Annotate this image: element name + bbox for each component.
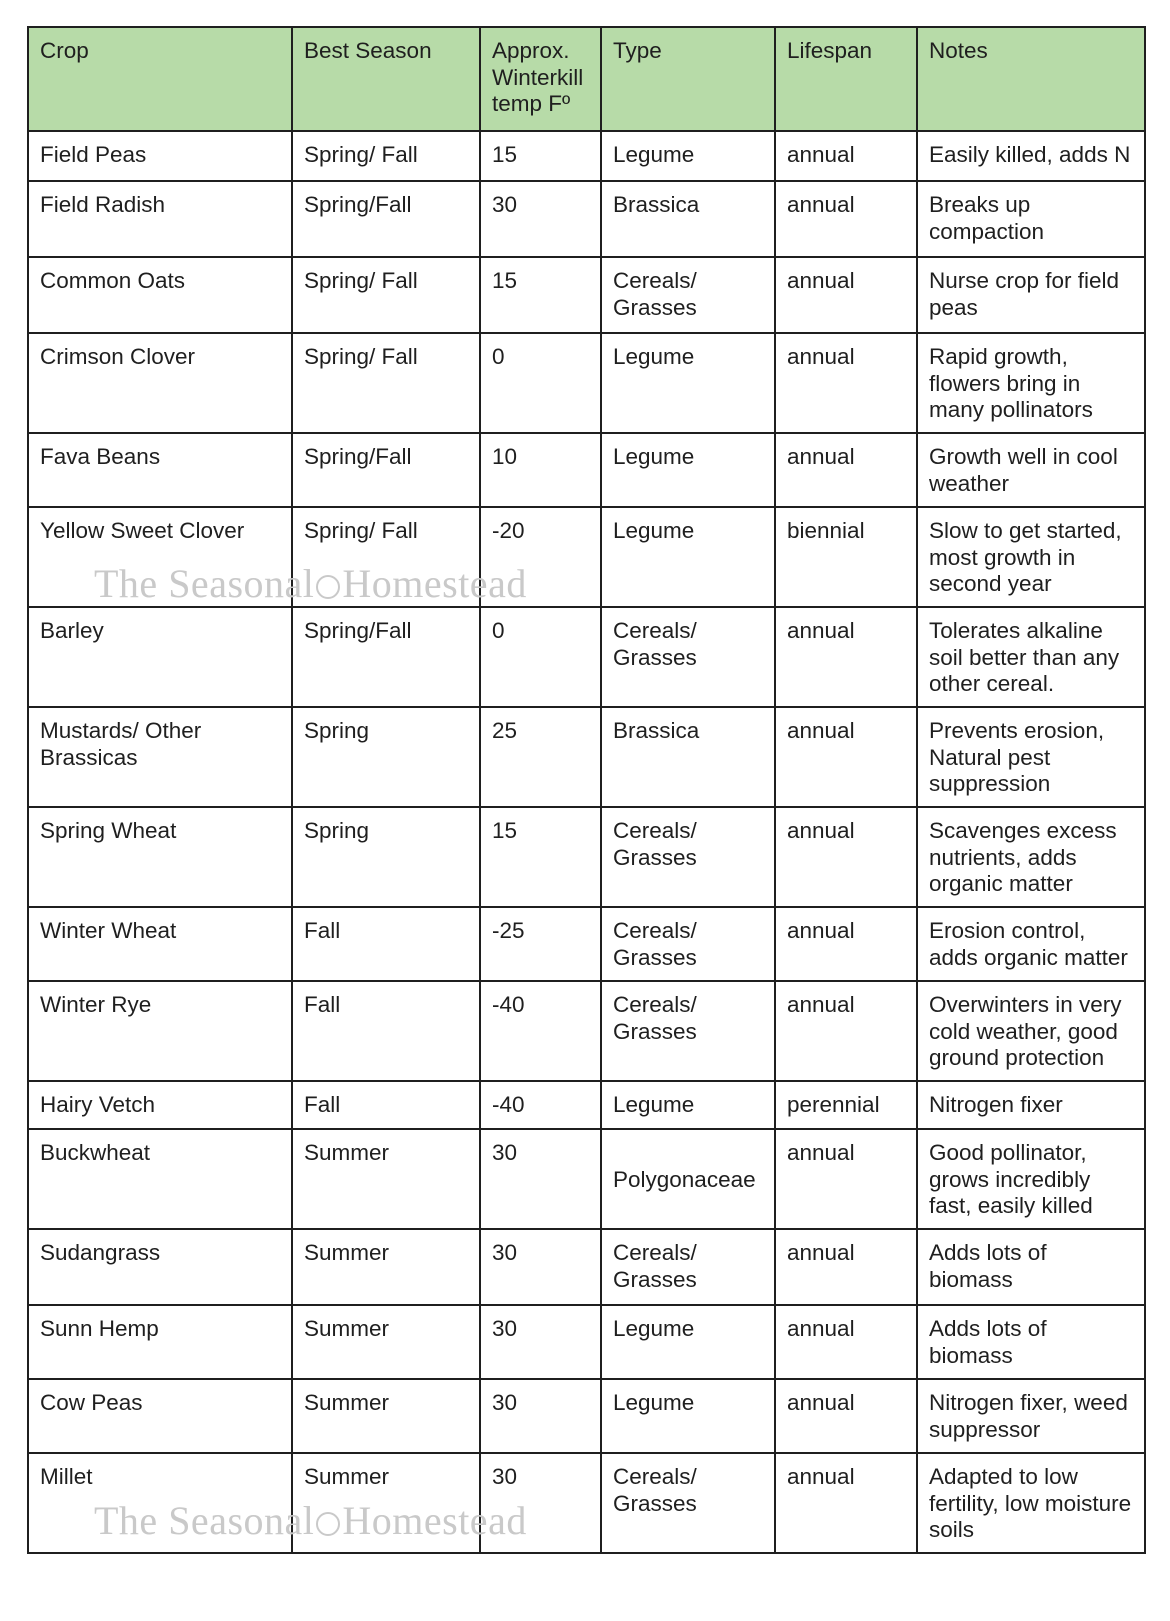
cell-lifespan: annual	[775, 181, 917, 257]
cell-notes: Rapid growth, flowers bring in many pollinators	[917, 333, 1145, 433]
cell-crop: Barley	[28, 607, 292, 707]
table-row	[28, 1305, 1145, 1379]
cell-winterkill-temp: -25	[480, 907, 601, 981]
cell-type: Legume	[601, 131, 775, 181]
cell-crop: Buckwheat	[28, 1129, 292, 1229]
watermark-text-part1: The Seasonal	[94, 1498, 315, 1543]
cell-lifespan: annual	[775, 807, 917, 907]
header-notes: Notes	[917, 27, 1145, 131]
cell-best-season: Spring	[292, 807, 480, 907]
cell-lifespan: annual	[775, 1379, 917, 1453]
table-row	[28, 257, 1145, 333]
cell-type: Cereals/ Grasses	[601, 807, 775, 907]
cell-notes: Erosion control, adds organic matter	[917, 907, 1145, 981]
watermark-text-part2: Homestead	[342, 1498, 527, 1543]
watermark-text-part1: The Seasonal	[94, 561, 315, 606]
cover-crop-table	[27, 26, 1146, 1554]
cell-notes: Growth well in cool weather	[917, 433, 1145, 507]
cell-lifespan: annual	[775, 1229, 917, 1305]
cell-notes: Adds lots of biomass	[917, 1229, 1145, 1305]
cell-notes: Adds lots of biomass	[917, 1305, 1145, 1379]
leaf-logo-icon	[316, 1512, 340, 1536]
cell-type: Cereals/ Grasses	[601, 257, 775, 333]
cell-best-season: Spring/ Fall	[292, 333, 480, 433]
cell-crop: Field Peas	[28, 131, 292, 181]
cell-lifespan: annual	[775, 257, 917, 333]
cell-winterkill-temp: 10	[480, 433, 601, 507]
cell-crop: Field Radish	[28, 181, 292, 257]
header-row	[28, 27, 1145, 131]
cell-lifespan: annual	[775, 131, 917, 181]
cell-type: Polygonaceae	[601, 1129, 775, 1229]
cell-type: Legume	[601, 1379, 775, 1453]
cell-best-season: Summer	[292, 1379, 480, 1453]
leaf-logo-icon	[316, 575, 340, 599]
cell-notes: Easily killed, adds N	[917, 131, 1145, 181]
table-row	[28, 707, 1145, 807]
cell-best-season: Spring/ Fall	[292, 507, 480, 607]
cell-best-season: Spring/ Fall	[292, 131, 480, 181]
cell-best-season: Spring/Fall	[292, 433, 480, 507]
cell-lifespan: annual	[775, 707, 917, 807]
cell-crop: Spring Wheat	[28, 807, 292, 907]
cell-notes: Slow to get started, most growth in second year	[917, 507, 1145, 607]
cell-best-season: Summer	[292, 1453, 480, 1553]
cell-winterkill-temp: 15	[480, 131, 601, 181]
cell-winterkill-temp: -40	[480, 1081, 601, 1129]
cell-best-season: Summer	[292, 1229, 480, 1305]
table-body	[28, 131, 1145, 1553]
cell-notes: Adapted to low fertility, low moisture soils	[917, 1453, 1145, 1553]
header-winterkill-temp: Approx. Winterkill temp Fº	[480, 27, 601, 131]
table-row	[28, 607, 1145, 707]
header-lifespan: Lifespan	[775, 27, 917, 131]
cell-crop: Sunn Hemp	[28, 1305, 292, 1379]
table-row	[28, 807, 1145, 907]
cell-crop: Millet	[28, 1453, 292, 1553]
header-best-season: Best Season	[292, 27, 480, 131]
cell-lifespan: annual	[775, 433, 917, 507]
cell-crop: Fava Beans	[28, 433, 292, 507]
cell-best-season: Spring/Fall	[292, 181, 480, 257]
cell-type: Brassica	[601, 707, 775, 807]
header-type: Type	[601, 27, 775, 131]
cell-winterkill-temp: 30	[480, 1379, 601, 1453]
cell-best-season: Summer	[292, 1129, 480, 1229]
watermark-text-part2: Homestead	[342, 561, 527, 606]
cell-notes: Nurse crop for field peas	[917, 257, 1145, 333]
cell-notes: Prevents erosion, Natural pest suppression	[917, 707, 1145, 807]
cell-crop: Mustards/ Other Brassicas	[28, 707, 292, 807]
cell-best-season: Spring/ Fall	[292, 257, 480, 333]
cell-crop: Winter Rye	[28, 981, 292, 1081]
cell-lifespan: annual	[775, 607, 917, 707]
cell-winterkill-temp: 30	[480, 1305, 601, 1379]
cell-lifespan: annual	[775, 1129, 917, 1229]
watermark	[94, 560, 527, 607]
cell-type: Legume	[601, 333, 775, 433]
cell-winterkill-temp: 30	[480, 1129, 601, 1229]
table-row	[28, 181, 1145, 257]
cell-crop: Hairy Vetch	[28, 1081, 292, 1129]
cell-crop: Winter Wheat	[28, 907, 292, 981]
table-row	[28, 1229, 1145, 1305]
cell-notes: Scavenges excess nutrients, adds organic matter	[917, 807, 1145, 907]
cell-winterkill-temp: 15	[480, 807, 601, 907]
cell-type: Legume	[601, 507, 775, 607]
cell-type: Legume	[601, 1305, 775, 1379]
cell-winterkill-temp: 30	[480, 1453, 601, 1553]
cell-winterkill-temp: -40	[480, 981, 601, 1081]
cell-best-season: Spring/Fall	[292, 607, 480, 707]
table-row	[28, 981, 1145, 1081]
cell-type: Cereals/ Grasses	[601, 607, 775, 707]
cell-lifespan: annual	[775, 333, 917, 433]
cell-winterkill-temp: 30	[480, 1229, 601, 1305]
table-row	[28, 433, 1145, 507]
cell-lifespan: annual	[775, 907, 917, 981]
cell-type: Legume	[601, 433, 775, 507]
table-row	[28, 333, 1145, 433]
cell-lifespan: annual	[775, 1453, 917, 1553]
cell-type: Cereals/ Grasses	[601, 907, 775, 981]
cell-winterkill-temp: 15	[480, 257, 601, 333]
cell-notes: Tolerates alkaline soil better than any other cereal.	[917, 607, 1145, 707]
cell-winterkill-temp: 0	[480, 607, 601, 707]
watermark	[94, 1497, 527, 1544]
cell-best-season: Fall	[292, 907, 480, 981]
cell-notes: Breaks up compaction	[917, 181, 1145, 257]
cell-type: Cereals/ Grasses	[601, 981, 775, 1081]
cell-crop: Sudangrass	[28, 1229, 292, 1305]
table-row	[28, 907, 1145, 981]
cell-type: Brassica	[601, 181, 775, 257]
cell-best-season: Spring	[292, 707, 480, 807]
cell-best-season: Fall	[292, 1081, 480, 1129]
table-row	[28, 1379, 1145, 1453]
cell-lifespan: annual	[775, 1305, 917, 1379]
cell-type: Legume	[601, 1081, 775, 1129]
cell-notes: Good pollinator, grows incredibly fast, easily killed	[917, 1129, 1145, 1229]
cell-crop: Common Oats	[28, 257, 292, 333]
cell-notes: Nitrogen fixer, weed suppressor	[917, 1379, 1145, 1453]
cell-winterkill-temp: 0	[480, 333, 601, 433]
cell-crop: Yellow Sweet Clover	[28, 507, 292, 607]
cell-crop: Crimson Clover	[28, 333, 292, 433]
table-row	[28, 1129, 1145, 1229]
cell-type: Cereals/ Grasses	[601, 1229, 775, 1305]
cell-winterkill-temp: -20	[480, 507, 601, 607]
cell-notes: Nitrogen fixer	[917, 1081, 1145, 1129]
header-crop: Crop	[28, 27, 292, 131]
cell-best-season: Fall	[292, 981, 480, 1081]
table-row	[28, 1081, 1145, 1129]
cell-best-season: Summer	[292, 1305, 480, 1379]
table-row	[28, 131, 1145, 181]
cell-type: Cereals/ Grasses	[601, 1453, 775, 1553]
cover-crop-table-wrapper	[27, 26, 1144, 1554]
cell-winterkill-temp: 25	[480, 707, 601, 807]
cell-lifespan: perennial	[775, 1081, 917, 1129]
cell-notes: Overwinters in very cold weather, good ground protection	[917, 981, 1145, 1081]
cell-lifespan: annual	[775, 981, 917, 1081]
cell-winterkill-temp: 30	[480, 181, 601, 257]
cell-crop: Cow Peas	[28, 1379, 292, 1453]
cell-lifespan: biennial	[775, 507, 917, 607]
